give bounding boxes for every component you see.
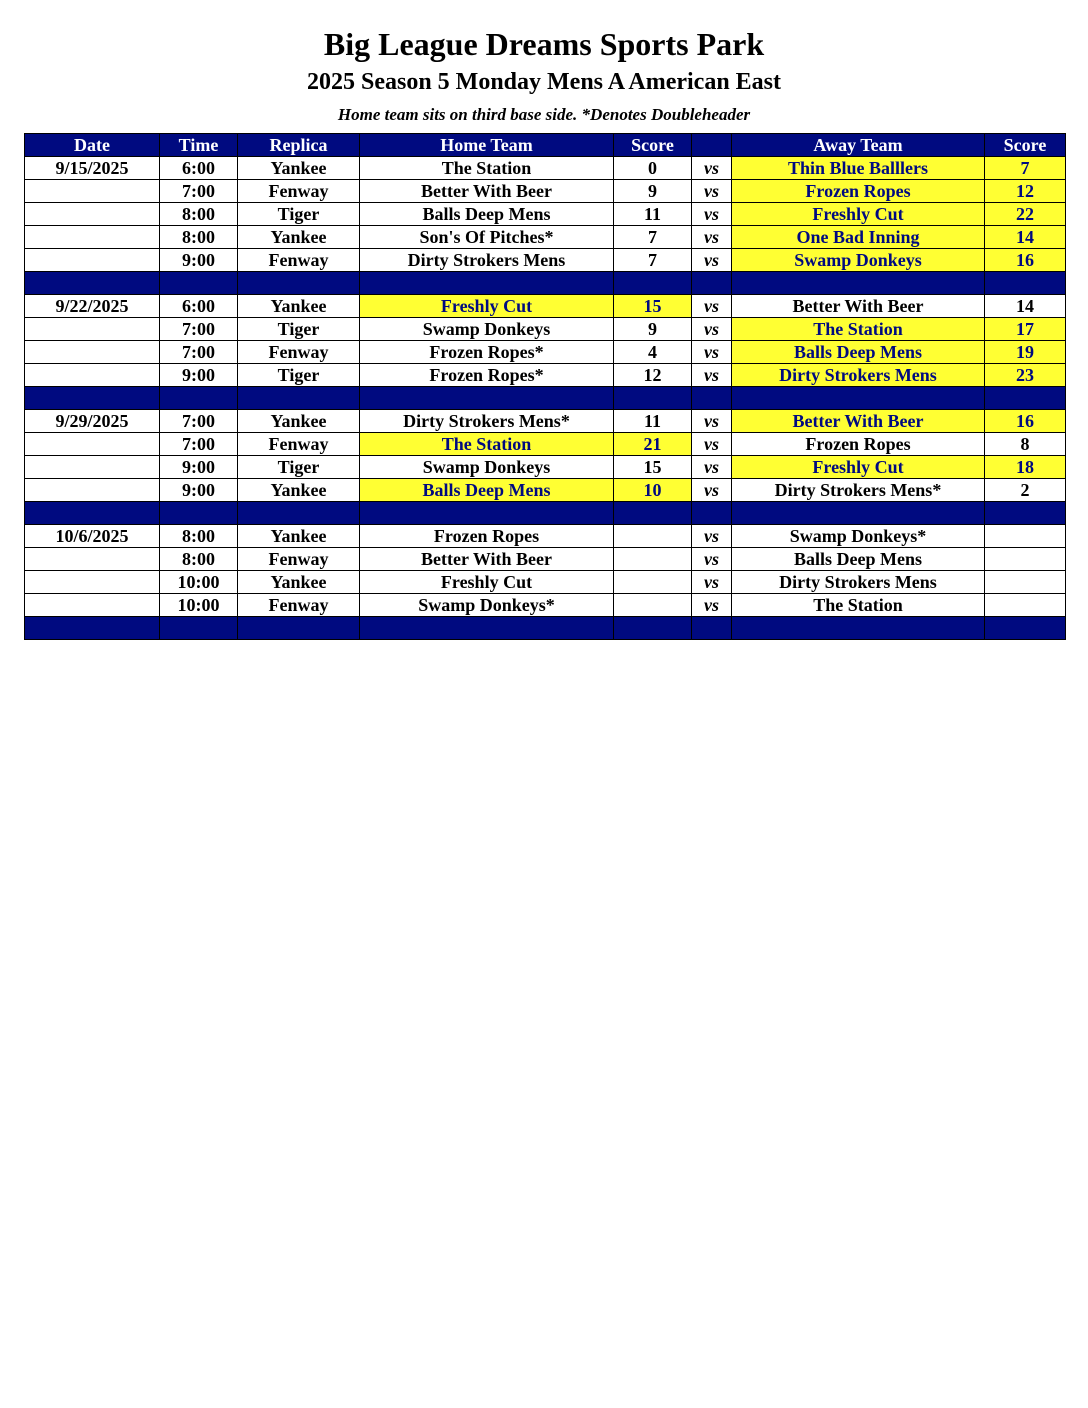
- time-cell: 7:00: [160, 341, 238, 364]
- vs-cell: vs: [692, 456, 732, 479]
- away-score-cell: 12: [985, 180, 1066, 203]
- vs-cell: vs: [692, 364, 732, 387]
- time-cell: 9:00: [160, 479, 238, 502]
- home-score-cell: 10: [614, 479, 692, 502]
- vs-cell: vs: [692, 479, 732, 502]
- vs-cell: vs: [692, 157, 732, 180]
- home-team-cell: Dirty Strokers Mens*: [360, 410, 614, 433]
- home-team-cell: Better With Beer: [360, 180, 614, 203]
- home-score-cell: 11: [614, 410, 692, 433]
- game-row: [25, 525, 1066, 548]
- away-team-cell: Frozen Ropes: [732, 433, 985, 456]
- replica-cell: Tiger: [238, 456, 360, 479]
- vs-cell: vs: [692, 594, 732, 617]
- column-header-away-score: Score: [985, 134, 1066, 157]
- spacer-cell: [692, 502, 732, 525]
- spacer-cell: [732, 502, 985, 525]
- spacer-cell: [985, 272, 1066, 295]
- replica-cell: Yankee: [238, 479, 360, 502]
- spacer-row: [25, 387, 1066, 410]
- home-team-cell: Swamp Donkeys: [360, 456, 614, 479]
- away-team-cell: Better With Beer: [732, 295, 985, 318]
- date-cell: [25, 364, 160, 387]
- home-score-cell: 9: [614, 318, 692, 341]
- replica-cell: Yankee: [238, 226, 360, 249]
- home-team-cell: Balls Deep Mens: [360, 479, 614, 502]
- away-score-cell: 16: [985, 249, 1066, 272]
- spacer-cell: [614, 617, 692, 640]
- away-team-cell: Thin Blue Balllers: [732, 157, 985, 180]
- away-score-cell: 8: [985, 433, 1066, 456]
- time-cell: 7:00: [160, 410, 238, 433]
- date-cell: [25, 226, 160, 249]
- game-row: [25, 364, 1066, 387]
- schedule-body: [25, 157, 1066, 640]
- spacer-cell: [360, 502, 614, 525]
- home-score-cell: 0: [614, 157, 692, 180]
- away-team-cell: Freshly Cut: [732, 456, 985, 479]
- spacer-row: [25, 617, 1066, 640]
- column-header-home-score: Score: [614, 134, 692, 157]
- vs-cell: vs: [692, 249, 732, 272]
- home-team-cell: Dirty Strokers Mens: [360, 249, 614, 272]
- page-title: Big League Dreams Sports Park: [323, 26, 765, 62]
- game-row: [25, 226, 1066, 249]
- replica-cell: Yankee: [238, 571, 360, 594]
- spacer-cell: [985, 502, 1066, 525]
- game-row: [25, 157, 1066, 180]
- spacer-cell: [160, 617, 238, 640]
- vs-cell: vs: [692, 318, 732, 341]
- vs-cell: vs: [692, 433, 732, 456]
- vs-cell: vs: [692, 226, 732, 249]
- spacer-cell: [614, 387, 692, 410]
- away-team-cell: Frozen Ropes: [732, 180, 985, 203]
- home-team-cell: Freshly Cut: [360, 571, 614, 594]
- spacer-cell: [160, 272, 238, 295]
- spacer-cell: [360, 272, 614, 295]
- spacer-cell: [360, 617, 614, 640]
- away-score-cell: 22: [985, 203, 1066, 226]
- game-row: [25, 295, 1066, 318]
- spacer-cell: [238, 502, 360, 525]
- away-score-cell: 14: [985, 226, 1066, 249]
- spacer-cell: [25, 502, 160, 525]
- time-cell: 8:00: [160, 548, 238, 571]
- page-subtitle: 2025 Season 5 Monday Mens A American East: [306, 69, 782, 95]
- home-score-cell: 15: [614, 295, 692, 318]
- away-score-cell: 7: [985, 157, 1066, 180]
- schedule-table: [24, 133, 1066, 640]
- column-header-date: Date: [25, 134, 160, 157]
- spacer-cell: [360, 387, 614, 410]
- game-row: [25, 341, 1066, 364]
- away-score-cell: 18: [985, 456, 1066, 479]
- time-cell: 8:00: [160, 525, 238, 548]
- game-row: [25, 479, 1066, 502]
- away-team-cell: Swamp Donkeys*: [732, 525, 985, 548]
- time-cell: 7:00: [160, 180, 238, 203]
- doubleheader-note: Home team sits on third base side. *Denotes Doubleheader: [337, 105, 751, 124]
- date-cell: [25, 548, 160, 571]
- home-team-cell: The Station: [360, 157, 614, 180]
- time-cell: 10:00: [160, 594, 238, 617]
- home-score-cell: [614, 525, 692, 548]
- away-score-cell: 14: [985, 295, 1066, 318]
- replica-cell: Yankee: [238, 295, 360, 318]
- game-row: [25, 180, 1066, 203]
- column-header-replica: Replica: [238, 134, 360, 157]
- away-score-cell: [985, 548, 1066, 571]
- home-team-cell: Freshly Cut: [360, 295, 614, 318]
- spacer-cell: [614, 272, 692, 295]
- spacer-cell: [160, 387, 238, 410]
- home-team-cell: Swamp Donkeys: [360, 318, 614, 341]
- home-team-cell: Son's Of Pitches*: [360, 226, 614, 249]
- vs-cell: vs: [692, 548, 732, 571]
- spacer-cell: [25, 387, 160, 410]
- replica-cell: Tiger: [238, 318, 360, 341]
- column-header-home-team: Home Team: [360, 134, 614, 157]
- spacer-cell: [692, 617, 732, 640]
- vs-cell: vs: [692, 571, 732, 594]
- column-header-vs: [692, 134, 732, 157]
- spacer-cell: [614, 502, 692, 525]
- spacer-cell: [732, 272, 985, 295]
- time-cell: 7:00: [160, 318, 238, 341]
- home-team-cell: Frozen Ropes*: [360, 341, 614, 364]
- away-score-cell: [985, 571, 1066, 594]
- vs-cell: vs: [692, 525, 732, 548]
- spacer-cell: [160, 502, 238, 525]
- spacer-row: [25, 272, 1066, 295]
- home-score-cell: [614, 571, 692, 594]
- time-cell: 6:00: [160, 157, 238, 180]
- away-team-cell: Dirty Strokers Mens: [732, 571, 985, 594]
- home-score-cell: 11: [614, 203, 692, 226]
- column-header-away-team: Away Team: [732, 134, 985, 157]
- date-cell: [25, 203, 160, 226]
- replica-cell: Yankee: [238, 525, 360, 548]
- vs-cell: vs: [692, 410, 732, 433]
- home-score-cell: 7: [614, 226, 692, 249]
- away-score-cell: 16: [985, 410, 1066, 433]
- home-score-cell: 15: [614, 456, 692, 479]
- away-team-cell: Balls Deep Mens: [732, 548, 985, 571]
- date-cell: [25, 249, 160, 272]
- time-cell: 8:00: [160, 226, 238, 249]
- date-cell: [25, 571, 160, 594]
- vs-cell: vs: [692, 295, 732, 318]
- home-score-cell: 7: [614, 249, 692, 272]
- home-score-cell: 12: [614, 364, 692, 387]
- spacer-cell: [985, 617, 1066, 640]
- date-cell: 9/22/2025: [25, 295, 160, 318]
- away-score-cell: 2: [985, 479, 1066, 502]
- vs-cell: vs: [692, 180, 732, 203]
- game-row: [25, 571, 1066, 594]
- date-cell: [25, 180, 160, 203]
- away-score-cell: 19: [985, 341, 1066, 364]
- time-cell: 9:00: [160, 456, 238, 479]
- replica-cell: Fenway: [238, 594, 360, 617]
- away-team-cell: One Bad Inning: [732, 226, 985, 249]
- away-team-cell: Dirty Strokers Mens: [732, 364, 985, 387]
- away-team-cell: The Station: [732, 318, 985, 341]
- spacer-cell: [732, 617, 985, 640]
- replica-cell: Fenway: [238, 180, 360, 203]
- away-team-cell: Balls Deep Mens: [732, 341, 985, 364]
- replica-cell: Fenway: [238, 249, 360, 272]
- game-row: [25, 433, 1066, 456]
- game-row: [25, 548, 1066, 571]
- away-team-cell: Dirty Strokers Mens*: [732, 479, 985, 502]
- date-cell: [25, 433, 160, 456]
- replica-cell: Yankee: [238, 410, 360, 433]
- date-cell: [25, 318, 160, 341]
- spacer-cell: [238, 272, 360, 295]
- home-score-cell: [614, 548, 692, 571]
- spacer-cell: [25, 272, 160, 295]
- home-score-cell: 9: [614, 180, 692, 203]
- game-row: [25, 203, 1066, 226]
- home-team-cell: Frozen Ropes: [360, 525, 614, 548]
- replica-cell: Tiger: [238, 203, 360, 226]
- away-team-cell: Freshly Cut: [732, 203, 985, 226]
- time-cell: 10:00: [160, 571, 238, 594]
- home-score-cell: 4: [614, 341, 692, 364]
- home-team-cell: Swamp Donkeys*: [360, 594, 614, 617]
- game-row: [25, 594, 1066, 617]
- away-score-cell: [985, 525, 1066, 548]
- spacer-cell: [985, 387, 1066, 410]
- date-cell: [25, 341, 160, 364]
- home-score-cell: 21: [614, 433, 692, 456]
- date-cell: [25, 594, 160, 617]
- replica-cell: Fenway: [238, 433, 360, 456]
- time-cell: 8:00: [160, 203, 238, 226]
- replica-cell: Fenway: [238, 341, 360, 364]
- spacer-cell: [732, 387, 985, 410]
- date-cell: [25, 456, 160, 479]
- home-score-cell: [614, 594, 692, 617]
- time-cell: 9:00: [160, 364, 238, 387]
- home-team-cell: Better With Beer: [360, 548, 614, 571]
- away-score-cell: 17: [985, 318, 1066, 341]
- away-score-cell: 23: [985, 364, 1066, 387]
- replica-cell: Yankee: [238, 157, 360, 180]
- home-team-cell: The Station: [360, 433, 614, 456]
- away-team-cell: The Station: [732, 594, 985, 617]
- time-cell: 6:00: [160, 295, 238, 318]
- date-cell: [25, 479, 160, 502]
- column-header-time: Time: [160, 134, 238, 157]
- date-cell: 9/15/2025: [25, 157, 160, 180]
- spacer-row: [25, 502, 1066, 525]
- date-cell: 9/29/2025: [25, 410, 160, 433]
- home-team-cell: Balls Deep Mens: [360, 203, 614, 226]
- date-cell: 10/6/2025: [25, 525, 160, 548]
- spacer-cell: [238, 387, 360, 410]
- spacer-cell: [692, 387, 732, 410]
- vs-cell: vs: [692, 341, 732, 364]
- away-team-cell: Swamp Donkeys: [732, 249, 985, 272]
- time-cell: 9:00: [160, 249, 238, 272]
- vs-cell: vs: [692, 203, 732, 226]
- spacer-cell: [238, 617, 360, 640]
- game-row: [25, 456, 1066, 479]
- away-score-cell: [985, 594, 1066, 617]
- away-team-cell: Better With Beer: [732, 410, 985, 433]
- game-row: [25, 318, 1066, 341]
- time-cell: 7:00: [160, 433, 238, 456]
- game-row: [25, 249, 1066, 272]
- home-team-cell: Frozen Ropes*: [360, 364, 614, 387]
- replica-cell: Tiger: [238, 364, 360, 387]
- header-row: [25, 134, 1066, 157]
- spacer-cell: [692, 272, 732, 295]
- spacer-cell: [25, 617, 160, 640]
- replica-cell: Fenway: [238, 548, 360, 571]
- game-row: [25, 410, 1066, 433]
